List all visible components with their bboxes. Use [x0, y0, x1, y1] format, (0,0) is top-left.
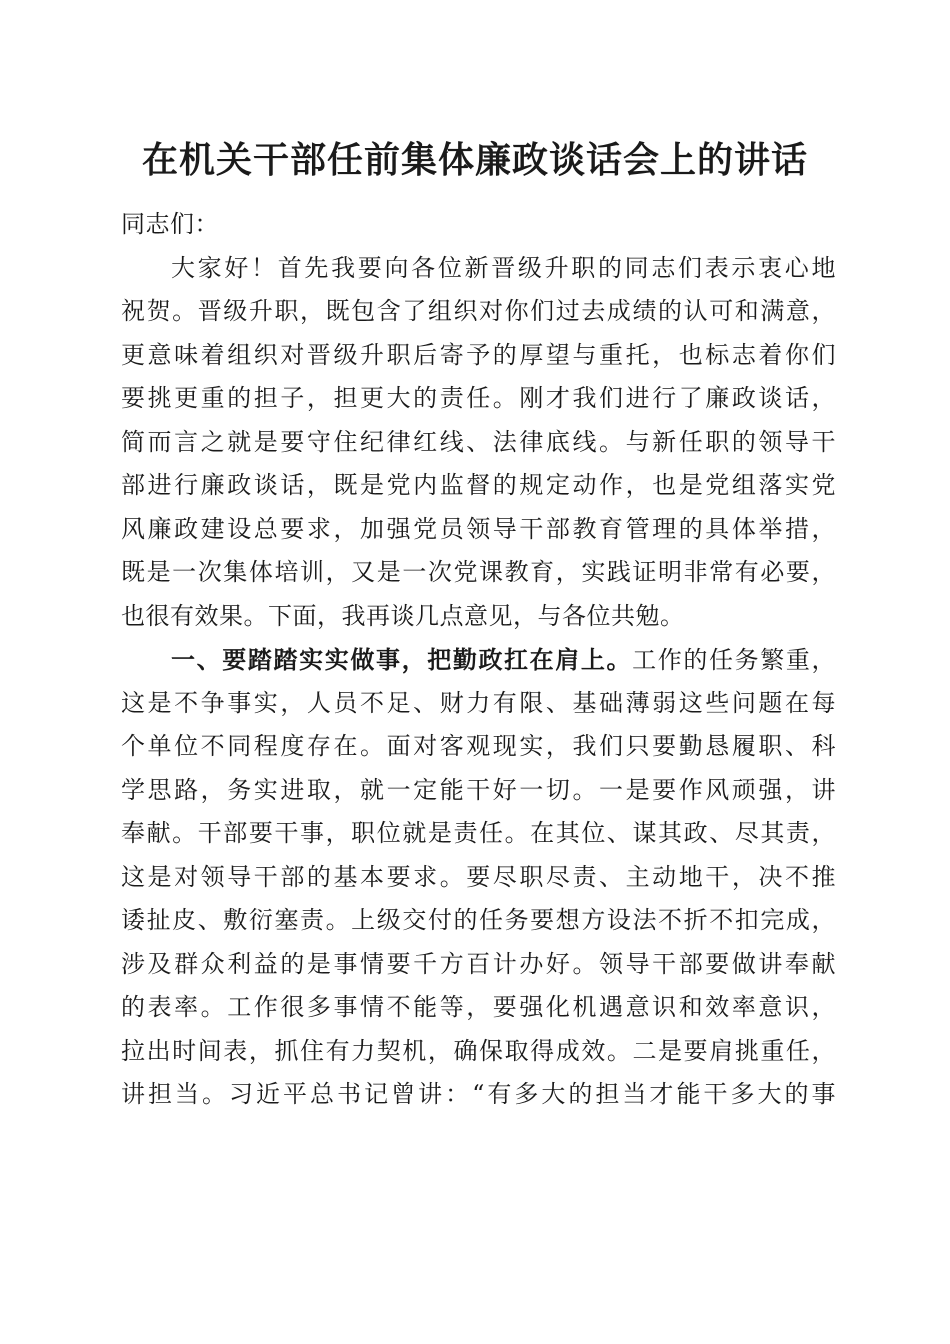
paragraph-line: 简而言之就是要守住纪律红线、法律底线。与新任职的领导干 [121, 427, 836, 456]
document-title: 在机关干部任前集体廉政谈话会上的讲话 [141, 139, 808, 181]
paragraph-line: 大家好！首先我要向各位新晋级升职的同志们表示衷心地 [171, 253, 836, 282]
paragraph-line: 风廉政建设总要求，加强党员领导干部教育管理的具体举措， [121, 514, 836, 543]
paragraph-line: 也很有效果。下面，我再谈几点意见，与各位共勉。 [121, 601, 685, 630]
paragraph-line: 要挑更重的担子，担更大的责任。刚才我们进行了廉政谈话， [121, 384, 836, 412]
salutation: 同志们： [121, 210, 219, 238]
document-body [121, 203, 836, 1117]
section-heading-rest: 工作的任务繁重， [632, 646, 837, 674]
paragraph-line: 学思路，务实进取，就一定能干好一切。一是要作风顽强，讲 [121, 775, 836, 804]
paragraph-line: 拉出时间表，抓住有力契机，确保取得成效。二是要肩挑重任， [121, 1036, 836, 1065]
paragraph-line: 这是不争事实，人员不足、财力有限、基础薄弱这些问题在每 [121, 688, 836, 717]
paragraph-line: 部进行廉政谈话，既是党内监督的规定动作，也是党组落实党 [121, 471, 836, 499]
paragraph-line [121, 638, 836, 682]
paragraph-line: 涉及群众利益的是事情要千方百计办好。领导干部要做讲奉献 [121, 949, 836, 978]
paragraph-line: 个单位不同程度存在。面对客观现实，我们只要勤恳履职、科 [121, 732, 836, 760]
paragraph-line: 奉献。干部要干事，职位就是责任。在其位、谋其政、尽其责， [121, 819, 836, 847]
paragraph-line: 既是一次集体培训，又是一次党课教育，实践证明非常有必要， [121, 558, 836, 586]
paragraph-line: 的表率。工作很多事情不能等，要强化机遇意识和效率意识， [121, 993, 836, 1021]
paragraph-section-1 [121, 638, 836, 1117]
paragraph-line: 诿扯皮、敷衍塞责。上级交付的任务要想方设法不折不扣完成， [121, 906, 836, 934]
paragraph-line: 这是对领导干部的基本要求。要尽职尽责、主动地干，决不推 [121, 862, 836, 891]
paragraph-line: 讲担当。习近平总书记曾讲：“有多大的担当才能干多大的事 [121, 1080, 836, 1108]
paragraph-intro [121, 247, 836, 639]
section-heading: 一、要踏踏实实做事，把勤政扛在肩上。 [171, 645, 633, 674]
paragraph-line: 更意味着组织对晋级升职后寄予的厚望与重托，也标志着你们 [121, 340, 836, 369]
paragraph-line: 祝贺。晋级升职，既包含了组织对你们过去成绩的认可和满意， [121, 297, 836, 325]
